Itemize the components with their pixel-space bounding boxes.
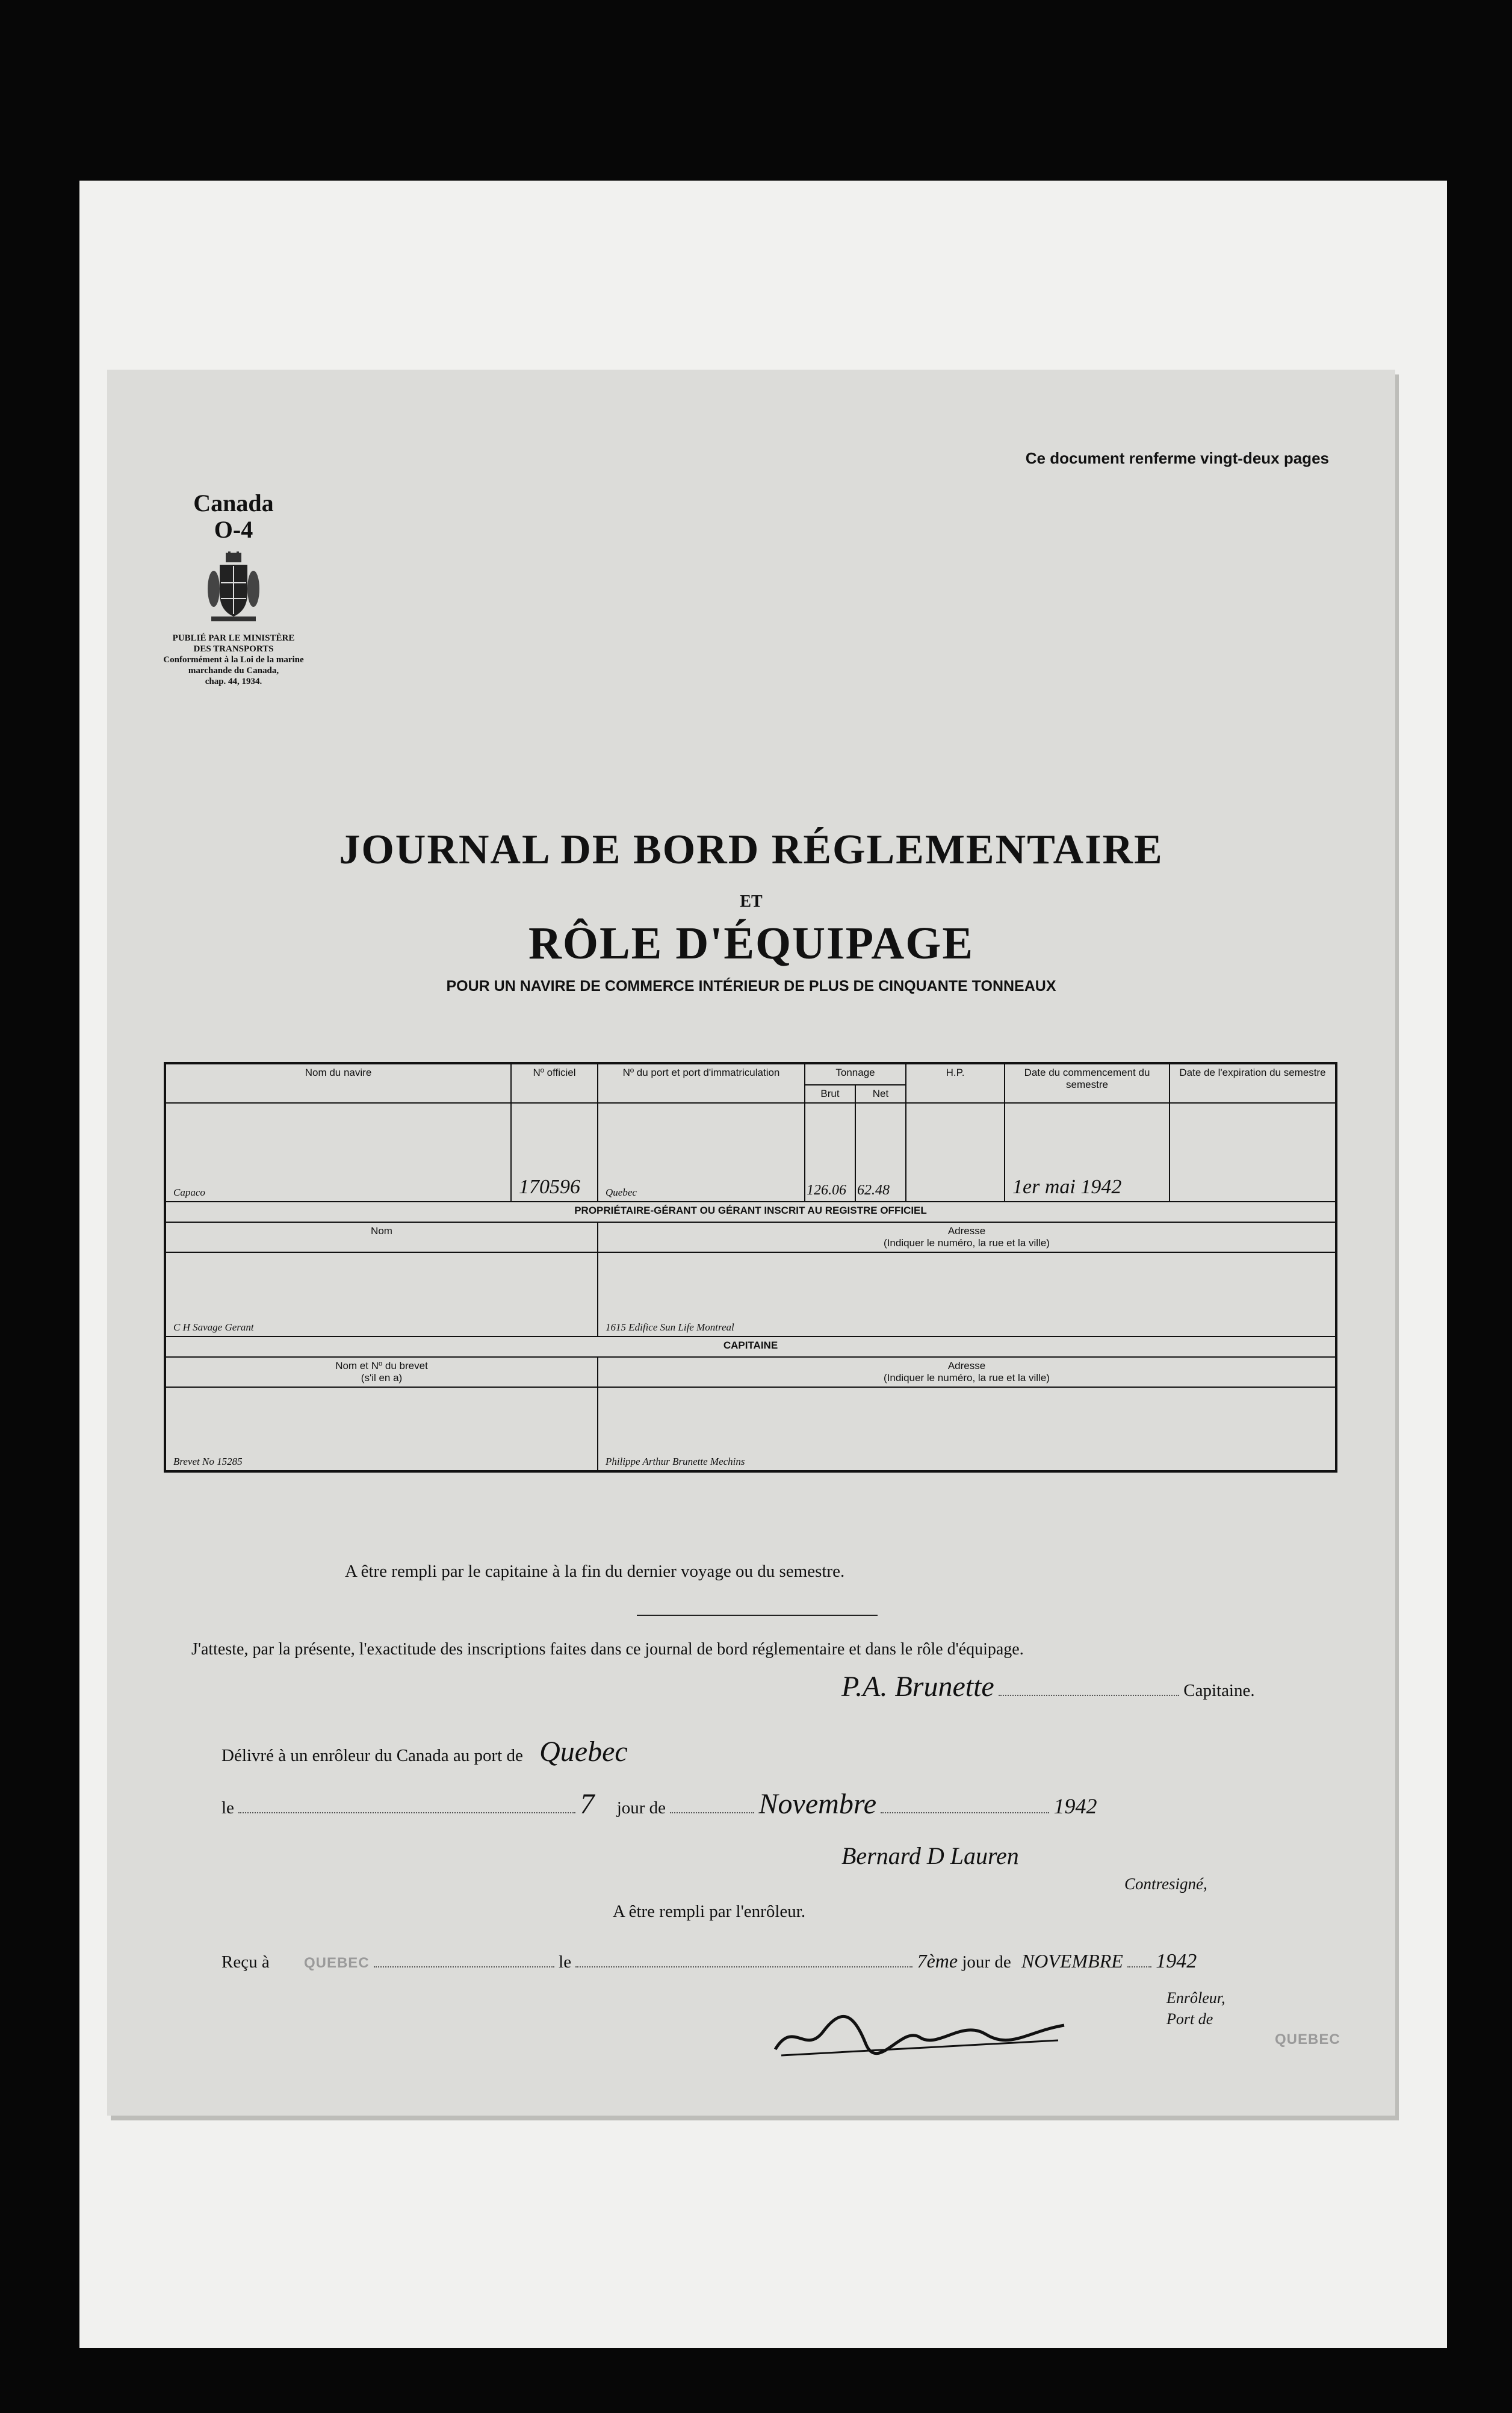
emblem-block [161,490,306,687]
captain-address-label: Adresse [947,1360,986,1371]
header-hp: H.P. [906,1063,1005,1103]
recu-label: Reçu à [222,1952,270,1972]
hp-value [906,1103,1005,1202]
instruction-enroleur: A être rempli par l'enrôleur. [613,1902,806,1921]
owner-address-label: Adresse [947,1225,986,1237]
publisher-line-4: marchande du Canada, [188,666,279,675]
captain-signature: P.A. Brunette [841,1671,994,1703]
dotted-line [670,1812,754,1813]
header-brut: Brut [805,1085,855,1103]
captain-signature-line [841,1670,1255,1703]
recu-month: NOVEMBRE [1021,1950,1123,1972]
divider [637,1615,878,1616]
jour-de-label: jour de [616,1798,666,1818]
month-value: Novembre [758,1788,877,1820]
owner-address-header [598,1222,1336,1252]
owner-address-value: 1615 Edifice Sun Life Montreal [598,1252,1336,1337]
captain-section-label: CAPITAINE [165,1337,1336,1357]
year-value: 1942 [1053,1794,1097,1818]
title-et: ET [740,892,763,911]
captain-address-value: Philippe Arthur Brunette Mechins [598,1387,1336,1471]
header-tonnage: Tonnage [805,1063,906,1085]
captain-name-label: Nom et Nº du brevet [335,1360,428,1371]
publisher-line-1: PUBLIÉ PAR LE MINISTÈRE [172,633,295,643]
day-value: 7 [580,1788,595,1820]
recu-year: 1942 [1156,1950,1197,1972]
header-ship-name: Nom du navire [165,1063,511,1103]
header-port: Nº du port et port d'immatriculation [598,1063,805,1103]
recu-stamp: QUEBEC [303,1955,370,1971]
owner-name-value: C H Savage Gerant [165,1252,598,1337]
country-label: Canada [193,489,274,517]
delivered-line [222,1735,628,1768]
owner-name-header: Nom [165,1222,598,1252]
owner-section-label: PROPRIÉTAIRE-GÉRANT OU GÉRANT INSCRIT AU REGISTRE OFFICIEL [165,1202,1336,1222]
recu-jour-de: jour de [962,1952,1011,1972]
captain-name-value: Brevet No 15285 [165,1387,598,1471]
subtitle: POUR UN NAVIRE DE COMMERCE INTÉRIEUR DE PLUS DE CINQUANTE TONNEAUX [446,978,1056,995]
delivered-port: Quebec [539,1736,628,1768]
second-title: RÔLE D'ÉQUIPAGE [528,918,974,969]
header-net: Net [855,1085,906,1103]
recu-day: 7ème [917,1950,958,1972]
owner-address-note: (Indiquer le numéro, la rue et la ville) [884,1237,1050,1249]
countersign-line [841,1842,1019,1870]
dotted-line [374,1966,554,1967]
publisher-line-5: chap. 44, 1934. [205,677,262,686]
port-stamp: QUEBEC [1275,2031,1340,2048]
countersign-name: Bernard D Lauren [841,1842,1019,1869]
dotted-line [881,1812,1049,1813]
captain-address-header [598,1357,1336,1387]
le-label: le [222,1798,234,1818]
form-code: O-4 [214,516,253,543]
attest-text: J'atteste, par la présente, l'exactitude des inscriptions faites dans ce journal de bord réglementaire et dans le rôle d'équipage. [191,1640,1024,1659]
port-de-label: Port de [1167,2010,1213,2028]
publisher-line-2: DES TRANSPORTS [193,644,274,654]
port-value: Quebec [598,1103,805,1202]
ship-name-value: Capaco [165,1103,511,1202]
enroleur-label: Enrôleur, [1167,1989,1225,2007]
captain-name-header [165,1357,598,1387]
captain-address-note: (Indiquer le numéro, la rue et la ville) [884,1372,1050,1384]
header-official-no: Nº officiel [511,1063,598,1103]
dotted-line [238,1812,575,1813]
dotted-line [1127,1966,1151,1967]
pages-note: Ce document renferme vingt-deux pages [1025,449,1329,467]
document-page [107,370,1395,2116]
main-title: JOURNAL DE BORD RÉGLEMENTAIRE [339,827,1163,873]
brut-value: 126.06 [805,1103,855,1202]
instruction-captain: A être rempli par le capitaine à la fin du dernier voyage ou du semestre. [345,1562,845,1581]
header-end: Date de l'expiration du semestre [1170,1063,1336,1103]
net-value: 62.48 [855,1103,906,1202]
start-value: 1er mai 1942 [1005,1103,1170,1202]
header-start: Date du commencement du semestre [1005,1063,1170,1103]
end-value [1170,1103,1336,1202]
capitaine-label: Capitaine. [1183,1681,1255,1700]
dotted-line [575,1966,912,1967]
captain-name-note: (s'il en a) [361,1372,403,1384]
enroleur-signature-icon [769,2007,1070,2061]
dotted-line [999,1695,1179,1696]
receipt-line [222,1950,1197,1973]
delivered-label: Délivré à un enrôleur du Canada au port de [222,1746,523,1765]
contresigne-label: Contresigné, [1124,1875,1207,1893]
official-no-value: 170596 [511,1103,598,1202]
date-line [222,1787,1097,1821]
vessel-table [164,1062,1337,1473]
recu-le-label: le [559,1952,572,1972]
publisher-line-3: Conformément à la Loi de la marine [163,655,304,665]
coat-of-arms-icon [206,551,261,624]
